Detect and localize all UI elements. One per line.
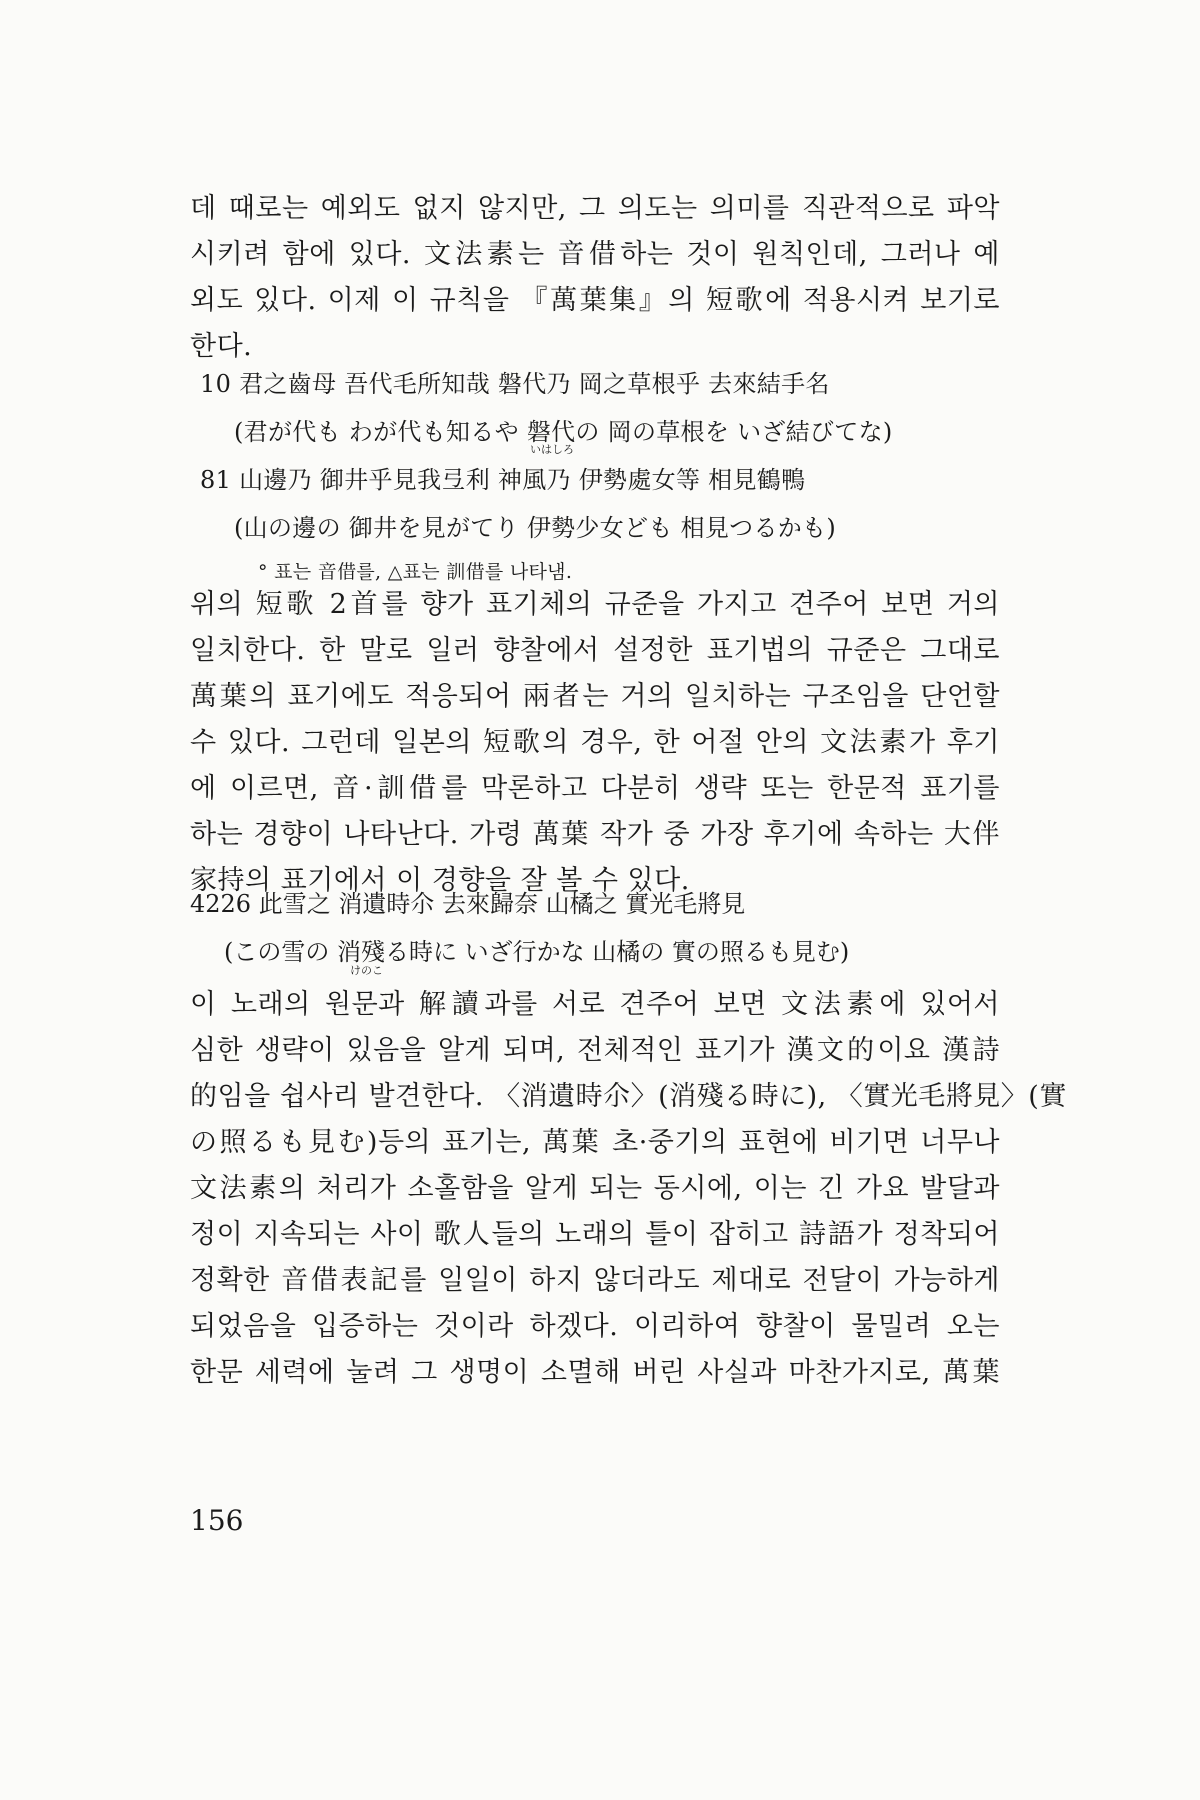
poem-4226-original: 4226 此雪之 消遺時尒 去來歸奈 山橘之 實光毛將見 bbox=[190, 890, 746, 918]
paragraph-3 bbox=[190, 982, 1067, 1396]
text-line: 수 있다. 그런데 일본의 短歌의 경우, 한 어절 안의 文法素가 후기 bbox=[190, 727, 1000, 758]
poem-10-original: 10 君之齒母 吾代毛所知哉 磐代乃 岡之草根乎 去來結手名 bbox=[200, 370, 830, 398]
text-line: 한문 세력에 눌려 그 생명이 소멸해 버린 사실과 마찬가지로, 萬葉 bbox=[190, 1357, 1000, 1388]
furigana-ruby: いはしろ bbox=[530, 443, 574, 456]
text-line: 데 때로는 예외도 없지 않지만, 그 의도는 의미를 직관적으로 파악 bbox=[190, 193, 1000, 224]
furigana-ruby: けのこ bbox=[350, 964, 383, 977]
poem-example-block bbox=[200, 360, 1020, 592]
text-line: 이 노래의 원문과 解讀과를 서로 견주어 보면 文法素에 있어서 bbox=[190, 989, 1000, 1020]
page-number: 156 bbox=[190, 1504, 244, 1537]
text-line: 외도 있다. 이제 이 규칙을 『萬葉集』의 短歌에 적용시켜 보기로 bbox=[190, 285, 1000, 316]
text-line: 되었음을 입증하는 것이라 하겠다. 이리하여 향찰이 물밀려 오는 bbox=[190, 1311, 1000, 1342]
paragraph-1 bbox=[190, 186, 1000, 370]
poem-81-reading: (山の邊の 御井を見がてり 伊勢少女ども 相見つるかも) bbox=[234, 514, 837, 542]
text-line: 심한 생략이 있음을 알게 되며, 전체적인 표기가 漢文的이요 漢詩 bbox=[190, 1035, 1000, 1066]
text-line: 시키려 함에 있다. 文法素는 音借하는 것이 원칙인데, 그러나 예 bbox=[190, 239, 1000, 270]
text-line: 萬葉의 표기에도 적응되어 兩者는 거의 일치하는 구조임을 단언할 bbox=[190, 681, 1000, 712]
text-line: の照るも見む)등의 표기는, 萬葉 초·중기의 표현에 비기면 너무나 bbox=[190, 1127, 1000, 1158]
annotation-note: ° 표는 音借를, △표는 訓借를 나타냄. bbox=[258, 561, 573, 583]
paragraph-2 bbox=[190, 582, 1000, 904]
poem-10-reading: (君が代も わが代も知るや 磐代の 岡の草根を いざ結びてな) bbox=[234, 418, 893, 446]
text-line: 한다. bbox=[190, 331, 253, 362]
text-line: 家持의 표기에서 이 경향을 잘 볼 수 있다. bbox=[190, 865, 690, 896]
text-line: 文法素의 처리가 소홀함을 알게 되는 동시에, 이는 긴 가요 발달과 bbox=[190, 1173, 1000, 1204]
text-line: 정이 지속되는 사이 歌人들의 노래의 틀이 잡히고 詩語가 정착되어 bbox=[190, 1219, 1000, 1250]
text-line: 위의 短歌 2首를 향가 표기체의 규준을 가지고 견주어 보면 거의 bbox=[190, 589, 1000, 620]
poem-4226-block bbox=[190, 880, 1010, 976]
text-line: 일치한다. 한 말로 일러 향찰에서 설정한 표기법의 규준은 그대로 bbox=[190, 635, 1000, 666]
poem-81-original: 81 山邊乃 御井乎見我弖利 神風乃 伊勢處女等 相見鶴鴨 bbox=[200, 466, 806, 494]
text-line: 에 이르면, 音·訓借를 막론하고 다분히 생략 또는 한문적 표기를 bbox=[190, 773, 1000, 804]
poem-4226-reading: (この雪の 消殘る時に いざ行かな 山橘の 實の照るも見む) bbox=[224, 938, 850, 966]
text-line: 정확한 音借表記를 일일이 하지 않더라도 제대로 전달이 가능하게 bbox=[190, 1265, 1000, 1296]
text-line: 하는 경향이 나타난다. 가령 萬葉 작가 중 가장 후기에 속하는 大伴 bbox=[190, 819, 1000, 850]
text-line: 的임을 쉽사리 발견한다. 〈消遺時尒〉(消殘る時に), 〈實光毛將見〉(實 bbox=[190, 1081, 1067, 1112]
